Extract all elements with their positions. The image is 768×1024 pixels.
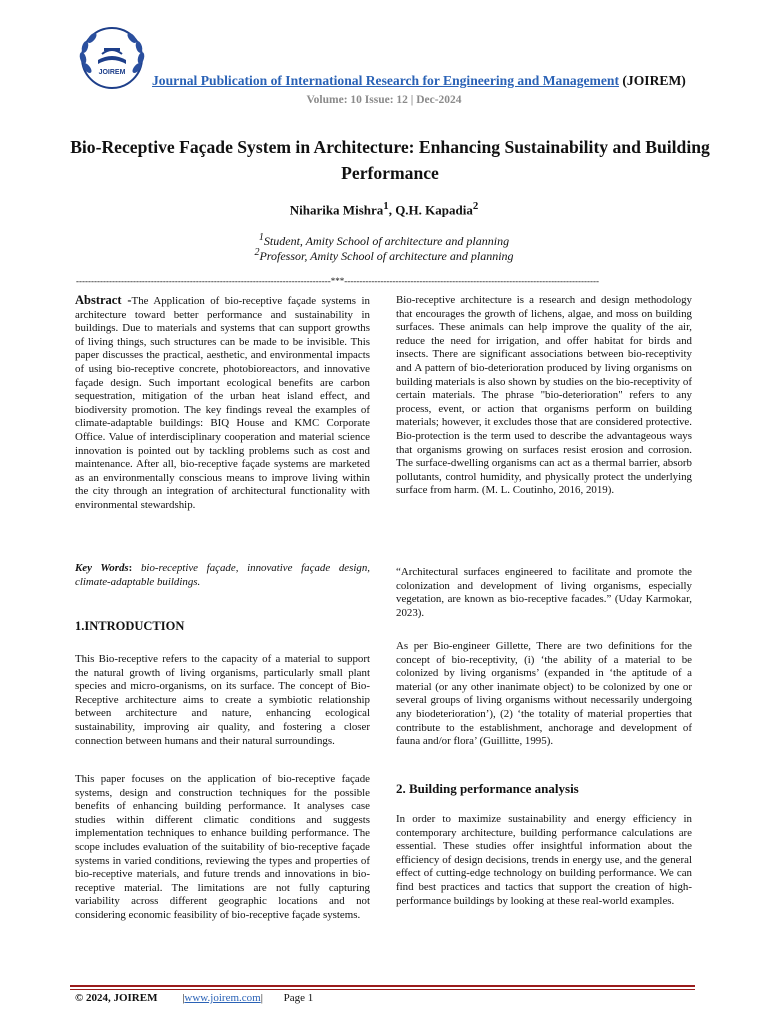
author-list: Niharika Mishra$^1$, Q.H. Kapadia$^2$ bbox=[289, 200, 479, 218]
keywords-label: Key Words bbox=[75, 562, 129, 574]
abstract-label: Abstract - bbox=[75, 293, 132, 307]
journal-name-link[interactable]: Journal Publication of International Research for Engineering and Management bbox=[152, 73, 619, 88]
footer-page-number: Page 1 bbox=[283, 992, 314, 1004]
footer-website-link[interactable]: www.joirem.com bbox=[184, 992, 261, 1004]
journal-logo bbox=[70, 24, 154, 92]
author-name: Q.H. Kapadia bbox=[395, 202, 473, 218]
page-footer: © 2024, JOIREM |www.joirem.com| Page 1 bbox=[75, 992, 314, 1004]
quote-paragraph: “Architectural surfaces engineered to facilitate and promote the colonization and development of living organisms, especially vegetation, are known as bio-receptive facades.” (Uday Karmokar, 2023). bbox=[396, 566, 692, 619]
introduction-paragraph-1: This Bio-receptive refers to the capacity of a material to support the natural growth of living organisms, particularly small plant species and micro-organisms, on its surface. The concept of Bio-Receptive architecture aims to create a symbiotic relationship between architecture and nature, enhancing ecological sustainability, improving air quality, and fostering a closer connection between humans and their natural surroundings. bbox=[75, 653, 370, 747]
performance-paragraph: In order to maximize sustainability and energy efficiency in contemporary architecture, building performance calculations are essential. These studies offer insightful information about the efficiency of design decisions, trends in energy use, and the general effect of cutting-edge technology on building performance. We can find best practices and tactics that support the creation of high-performance buildings by looking at these real-world examples. bbox=[396, 813, 692, 907]
footer-rule-thin bbox=[70, 989, 695, 990]
divider-mark: *** bbox=[330, 276, 345, 286]
logo-text: JOIREM bbox=[98, 69, 126, 76]
affiliation-1: $^1$Student, Amity School of architecture and planning bbox=[258, 232, 510, 248]
definitions-paragraph: As per Bio-engineer Gillette, There are two definitions for the concept of bio-receptivity, (i) ‘the ability of a material to be colonized by living organisms’ (expanded in ‘the aptitude of a material (or any other inanimate object) to be colonized by one or several groups of living organisms without necessarily undergoing any biodeterioration’), (2) ‘the totality of material properties that contribute to the establishment, anchorage and development of fauna and/or flora’ (Guillitte, 1995). bbox=[396, 640, 692, 748]
author-superscript: 2 bbox=[472, 200, 479, 212]
abstract-paragraph bbox=[75, 294, 370, 513]
keywords-paragraph: Key Words: bio-receptive façade, innovative façade design, climate-adaptable buildings. bbox=[75, 562, 371, 588]
section-divider: -------------------------------------------------------------------------------------***------------------------------------------------------------------------------------- bbox=[76, 276, 600, 286]
section-2-heading: 2. Building performance analysis bbox=[396, 781, 579, 796]
abstract-text: The Application of bio-receptive façade systems in architecture toward better performance and sustainability in buildings. Due to materials and systems that can support growths of living things, such structures can be made to be invisible. This paper discusses the practical, aesthetic, and environmental impacts of using bio-receptive concrete, photobioreactors, and innovative façade design. Such important ecological benefits are carbon sequestration, mitigation of the urban heat island effect, and biodiversity promotion. The key findings reveal the examples of climate-adaptable buildings: BIQ House and KMC Corporate Office. Value of interdisciplinary cooperation and material science innovation is pointed out by tackling problems such as cost and maintenance. After all, bio-receptive façade systems are marketed as an environmentally conscious means to improve living within the city through an integration of architectural functionality with environmental stewardship. bbox=[75, 295, 370, 511]
journal-abbreviation: (JOIREM) bbox=[622, 73, 686, 88]
introduction-paragraph-2: This paper focuses on the application of bio-receptive façade systems, design and construction techniques for the possible benefits of enhancing building performance. It analyses case studies within different climatic conditions and suggests implementation techniques to enhance building performance. The scope includes evaluation of the suitability of bio-receptive façade systems in varied conditions, reviewing the types and properties of bio-receptive materials, and future trends and innovations in bio-receptive material. The limitations are not fully capturing variability across different geographic locations and not considering economic feasibility of bio-receptive façade systems. bbox=[75, 773, 370, 921]
journal-header bbox=[152, 73, 752, 89]
bioreceptive-paragraph: Bio-receptive architecture is a research and design methodology that encourages the growth of lichens, algae, and moss on building surfaces. These animals can help improve the quality of the air, reduce the need for irrigation, and offer habitat for birds and insects. There are significant associations between bio-receptivity and A pattern of bio-deterioration produced by living organisms on building materials is also shown by studies on the bio-receptivity of certain materials. The phrase "bio-deterioration" refers to any process, event, or action that organisms perform on building materials; however, it excludes those that are considered protective. Bio-protection is the term used to describe the advantageous ways that organisms growing on surfaces resist erosion and corrosion. The surface-dwelling organisms can act as a thermal barrier, absorb pollutants, control humidity, and physically protect the underlying surface from harm. (M. L. Coutinho, 2016, 2019). bbox=[396, 294, 692, 497]
footer-rule bbox=[70, 985, 695, 987]
footer-copyright: © 2024, JOIREM bbox=[75, 992, 158, 1004]
affiliation-2: $^2$Professor, Amity School of architecture and planning bbox=[254, 247, 514, 263]
paper-title: Bio-Receptive Façade System in Architecture: Enhancing Sustainability and Building Performance bbox=[70, 137, 710, 183]
volume-issue-line: Volume: 10 Issue: 12 | Dec-2024 bbox=[306, 94, 462, 106]
keywords-text: bio-receptive façade, innovative façade design, climate-adaptable buildings. bbox=[75, 562, 371, 588]
introduction-heading: 1.INTRODUCTION bbox=[75, 619, 185, 633]
author-name: Niharika Mishra bbox=[289, 202, 384, 218]
author-superscript: 1 bbox=[383, 200, 389, 212]
